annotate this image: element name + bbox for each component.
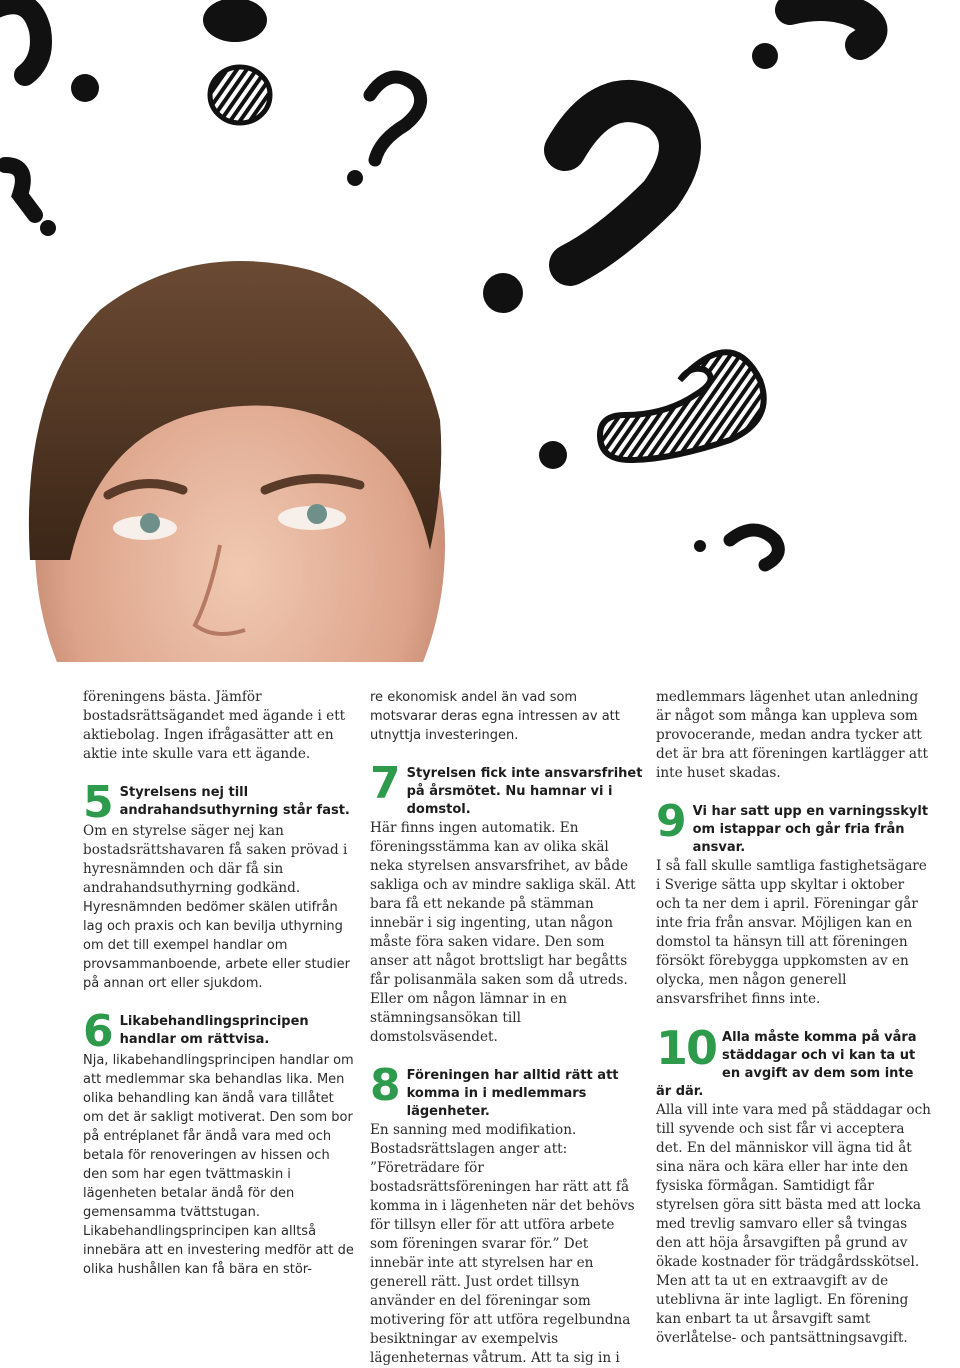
numbered-item-9 <box>656 796 931 1009</box>
numbered-item-6 <box>83 1006 358 1279</box>
item-number: 7 <box>370 758 401 809</box>
item-body: Alla vill inte vara med på städdagar och till syvende och sist får vi acceptera det. En del människor vill ägna tid åt sina nära och kära eller har inte den fysiska förmågan. Samtidigt får styrelsen göra sitt bästa med att locka med trevlig samvaro eller så tvingas den att höja årsavgiften på grund av ökade kostnader för trädgårdsskötsel. Men att ta ut en extraavgift av de uteblivna är inte lagligt. En förening kan enbart ta ut årsavgift samt överlåtelse- och pantsättningsavgift. <box>656 1102 931 1346</box>
question-mark-dot-icon <box>210 67 270 123</box>
item-body: Nja, likabehandlingsprincipen handlar om att medlemmar ska behandlas lika. Men olika behandling kan ändå vara tillåtet om det är sakligt motiverat. Den som bor på entréplanet får ändå vara med och betala för renoveringen av hissen och den som har egen tvättmaskin i lägenheten betalar ändå för den gemensamma tvättstugan. Likabehandlingsprincipen kan alltså innebära att en investering medför att de olika hushållen kan få bära en stör- <box>83 1053 354 1277</box>
column-intro-text: re ekonomisk andel än vad som motsvarar deras egna intressen av att utnyttja investeringen. <box>370 690 620 743</box>
numbered-item-7 <box>370 758 645 1047</box>
question-mark-icon <box>730 530 778 565</box>
item-number: 9 <box>656 796 687 847</box>
man-face-photo <box>29 261 445 665</box>
question-mark-icon <box>5 165 35 215</box>
column-intro-text: medlemmars lägenhet utan anledning är något som många kan uppleva som provocerande, medan andra tycker att det är bra att föreningen kartlägger att inte huset skadas. <box>656 689 928 781</box>
item-heading: Styrelsens nej till andrahandsuthyrning står fast. <box>119 785 350 818</box>
question-mark-icon <box>203 0 267 42</box>
item-number: 5 <box>83 777 114 828</box>
numbered-item-5 <box>83 777 358 993</box>
item-heading: Alla måste komma på våra städdagar och vi kan ta ut en avgift av dem som inte är där. <box>656 1030 917 1099</box>
item-heading: Vi har satt upp en varningsskylt om istappar och går fria från ansvar. <box>692 804 929 855</box>
header-illustration <box>0 0 960 665</box>
item-number: 8 <box>370 1060 401 1111</box>
column-intro-text: föreningens bästa. Jämför bostadsrättsägandet med ägande i ett aktiebolag. Ingen ifrågasätter att en aktie inte skulle vara ett ägande. <box>83 689 346 762</box>
question-mark-dot-icon <box>752 43 778 69</box>
question-mark-icon <box>370 77 421 160</box>
question-mark-dot-icon <box>71 74 99 102</box>
item-body: En sanning med modifikation. Bostadsrättslagen anger att: ”Företrädare för bostadsrättsföreningen har rätt att få komma in i lägenheten när det behövs för tillsyn eller för att utföra arbete som föreningen svarar för.” Det innebär inte att styrelsen har en generell rätt. Just ordet tillsyn använder en del föreningar som motivering för att utföra regelbundna besiktningar av exempelvis lägenheternas våtrum. Att ta sig in i <box>370 1122 635 1366</box>
item-heading: Föreningen har alltid rätt att komma in i medlemmars lägenheter. <box>406 1068 619 1119</box>
item-number: 6 <box>83 1006 114 1057</box>
article-column-2 <box>370 688 645 1368</box>
question-mark-icon <box>565 101 680 265</box>
question-mark-dot-icon <box>483 273 523 313</box>
item-heading: Styrelsen fick inte ansvarsfrihet på årsmötet. Nu hamnar vi i domstol. <box>406 766 643 817</box>
article-column-3 <box>656 688 931 1348</box>
question-mark-icon <box>0 3 41 75</box>
item-body: Här finns ingen automatik. En föreningsstämma kan av olika skäl neka styrelsen ansvarsfrihet, av både sakliga och av mindre sakliga skäl. Att bara få ett nekande på stämman innebär i sig ingenting, utan någon måste föra saken vidare. Den som anser att något brottsligt har begåtts får polisanmäla saken som då utreds. Eller om någon lämnar in en stämningsansökan till domstolsväsendet. <box>370 820 636 1045</box>
item-body: I så fall skulle samtliga fastighetsägare i Sverige sätta upp skyltar i oktober och ta ner dem i april. Föreningar går inte fria från ansvar. Möjligen kan en domstol ta hänsyn till att föreningen försökt förebygga uppkomsten av en olycka, men någon generell ansvarsfrihet finns inte. <box>656 858 927 1007</box>
numbered-item-10 <box>656 1021 931 1348</box>
numbered-item-8 <box>370 1060 645 1368</box>
question-mark-dot-icon <box>694 540 706 552</box>
question-mark-icon <box>790 6 873 45</box>
item-number: 10 <box>656 1021 717 1075</box>
question-mark-icon <box>600 352 764 460</box>
item-body: Om en styrelse säger nej kan bostadsrättshavaren få saken prövad i hyresnämnden och där få sin andrahandsuthyrning godkänd. <box>83 823 348 896</box>
item-heading: Likabehandlingsprincipen handlar om rättvisa. <box>119 1014 309 1047</box>
question-mark-dot-icon <box>347 170 363 186</box>
question-mark-dot-icon <box>40 220 56 236</box>
article-column-1 <box>83 688 358 1279</box>
item-body-continued: Hyresnämnden bedömer skälen utifrån lag och praxis och kan bevilja uthyrning om det till exempel handlar om provsammanboende, arbete eller studier på annan ort eller sjukdom. <box>83 900 350 991</box>
question-mark-dot-icon <box>539 441 567 469</box>
